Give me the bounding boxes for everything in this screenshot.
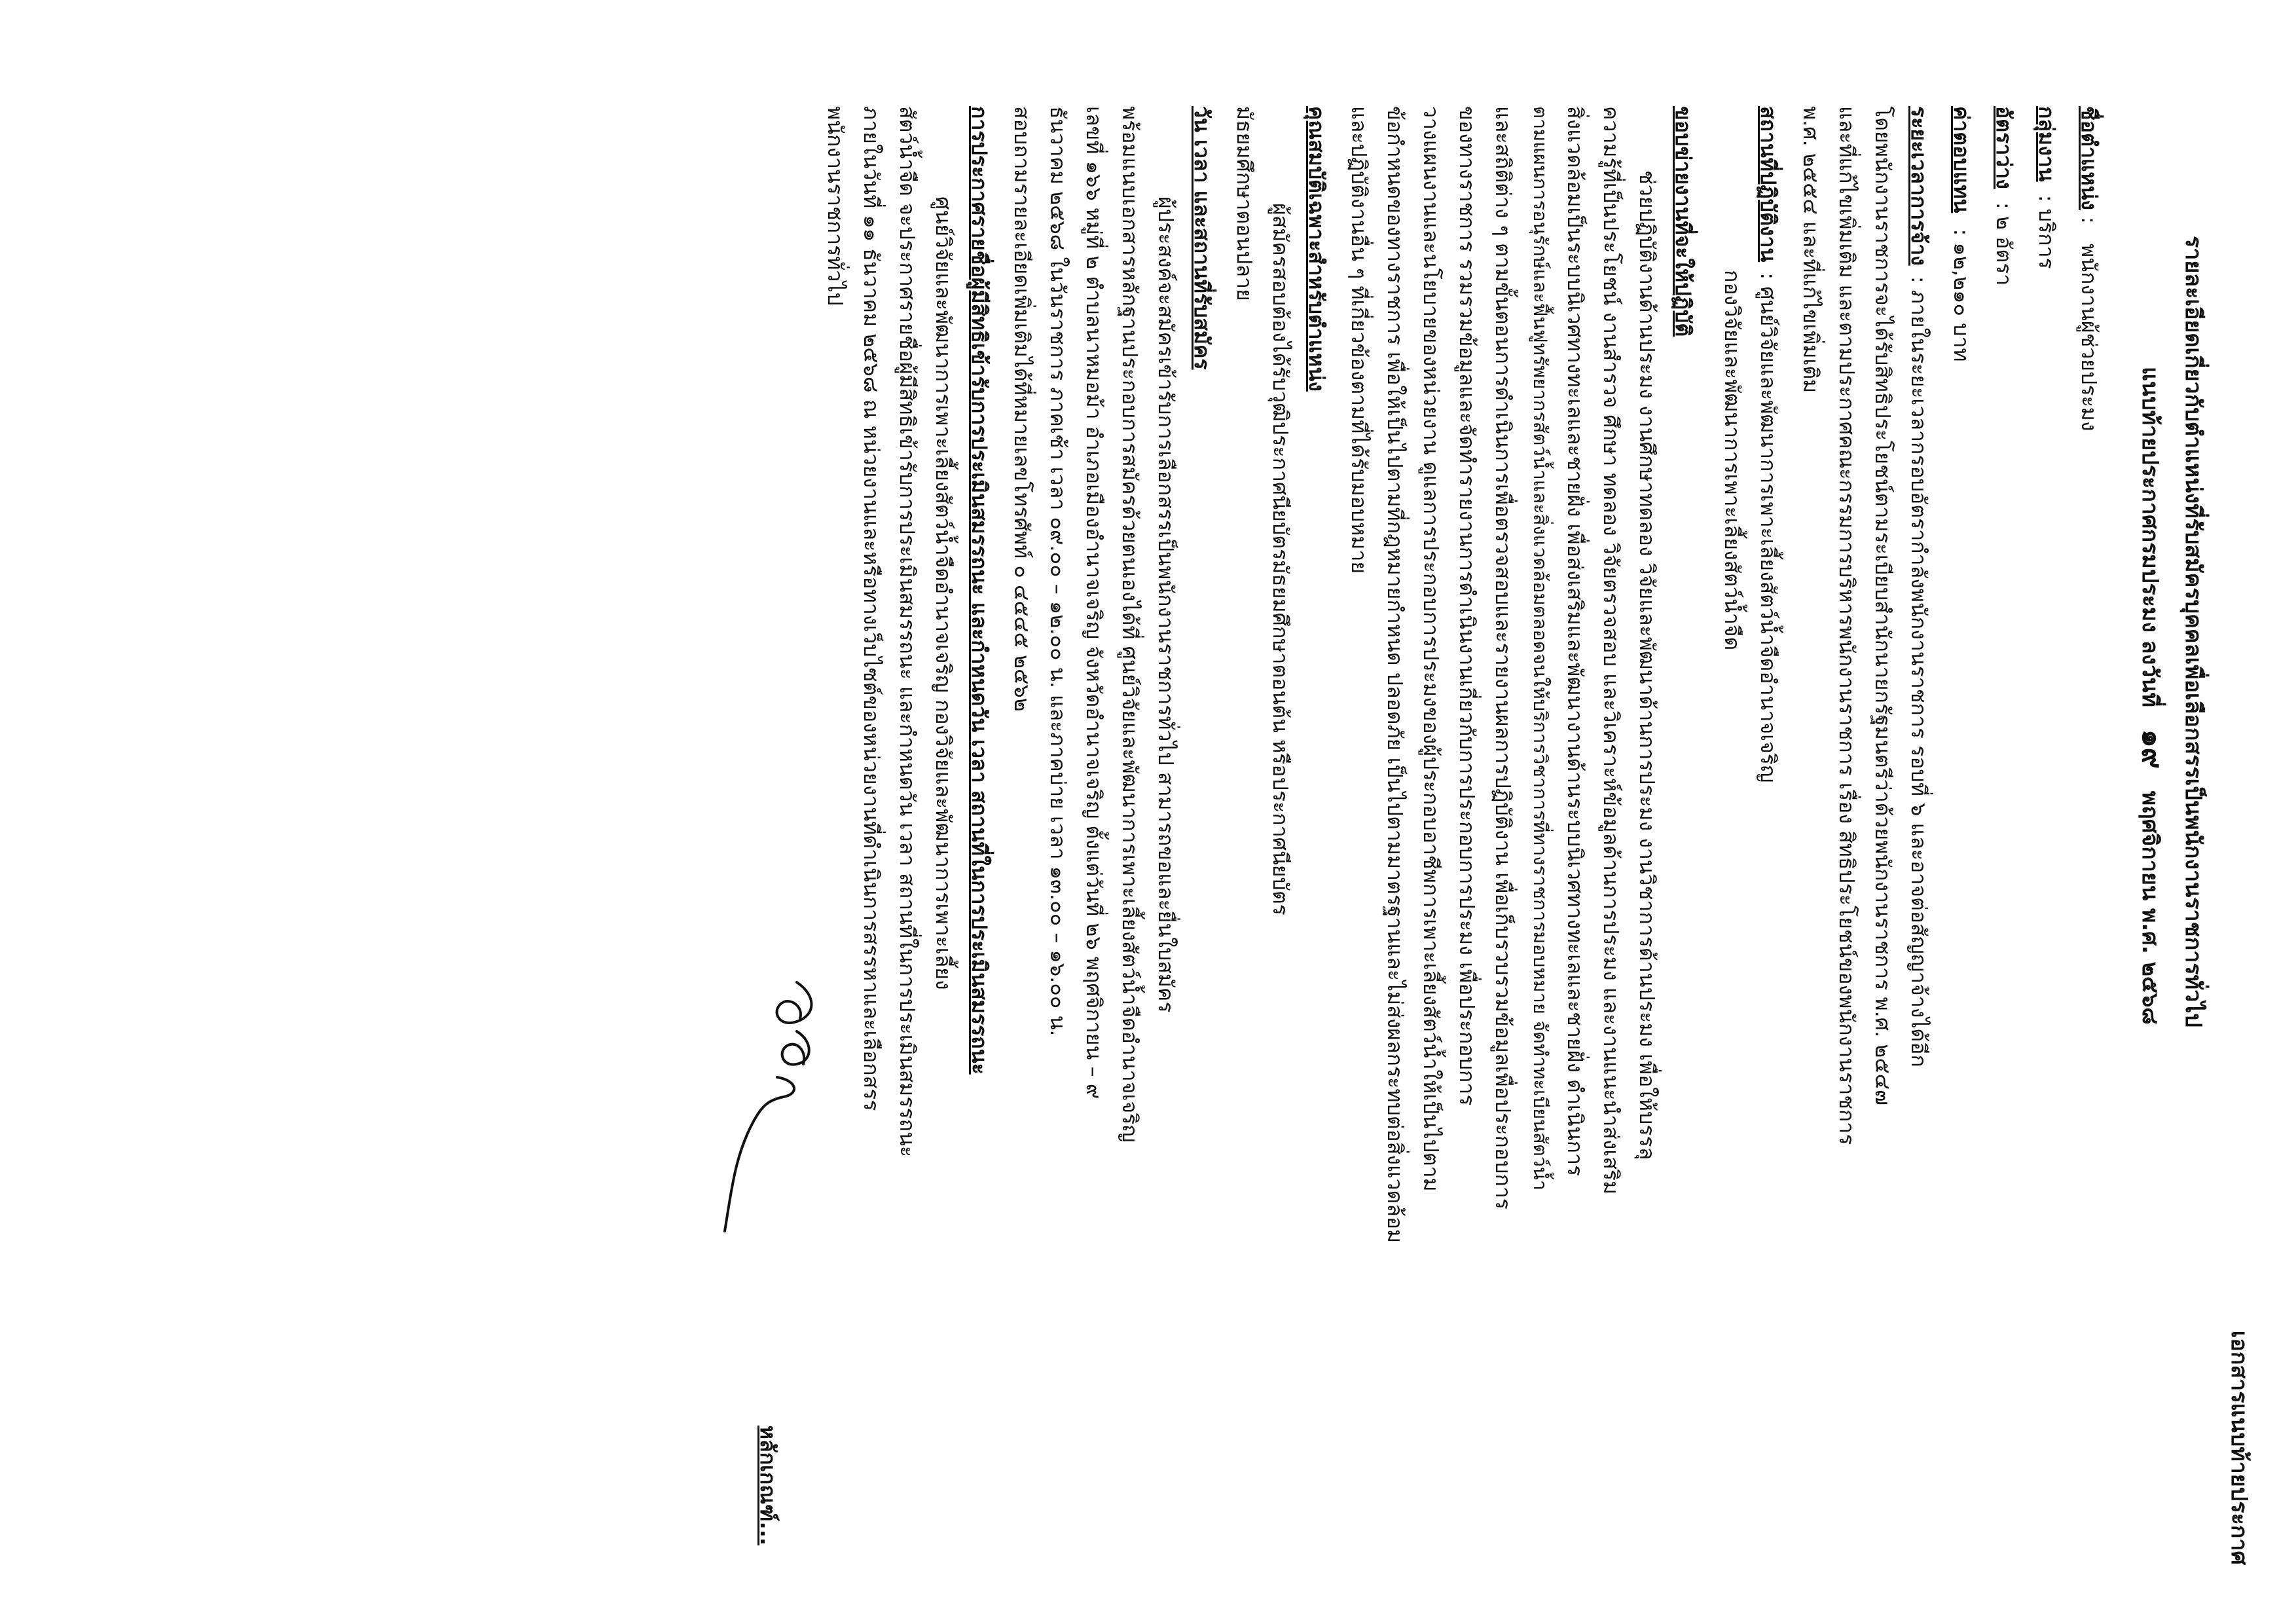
document-title-line1: รายละเอียดเกี่ยวกับตำแหน่งที่รับสมัครบุคคลเพื่อเลือกสรรเป็นพนักงานราชการทั่วไป [2180, 236, 2206, 1027]
application-line-1: ผู้ประสงค์จะสมัครเข้ารับการเลือกสรรเป็นพนักงานราชการทั่วไป สามารถขอและยื่นใบสมัคร [1154, 196, 1178, 1013]
duties-line-5: และสถิติต่าง ๆ ตามขั้นตอนการดำเนินการเพื่อตรวจสอบและรายงานผลการปฏิบัติงาน เพื่อเก็บรวบรวมข้อมูลเพื่อประกอบการ [1491, 106, 1516, 1209]
duties-line-1: ช่วยปฏิบัติงานด้านประมง งานศึกษาทดลอง วิจัยและพัฒนาด้านการประมง งานวิชาการด้านประมง เพื่อให้บรรลุ [1635, 170, 1660, 1160]
duties-line-3: สิ่งแวดล้อมเป็นระบบนิเวศทางทะเลและชายฝั่ง เพื่อส่งเสริมและพัฒนางานด้านระบบนิเวศทางทะเลและชายฝั่ง ดำเนินการ [1563, 106, 1588, 1177]
vacancy-label: อัตราว่าง [1992, 106, 2016, 189]
group-label: กลุ่มงาน [2034, 106, 2059, 182]
application-line-4: ธันวาคม ๒๕๖๘ ในวันราชการ ภาคเช้า เวลา ๐๙.๐๐ – ๑๒.๐๐ น. และภาคบ่าย เวลา ๑๓.๐๐ – ๑๖.๐๐ น. [1046, 106, 1070, 1037]
duties-line-8: ข้อกำหนดของทางราชการ เพื่อให้เป็นไปตามที่กฎหมายกำหนด ปลอดภัย เป็นไปตามมาตรฐานและไม่ส่งผลกระทบต่อสิ่งแวดล้อม [1383, 106, 1408, 1244]
document-title-line2 [2136, 367, 2169, 1025]
position-sep: : [2077, 210, 2102, 231]
workplace-division: กองวิจัยและพัฒนาการเพาะเลี้ยงสัตว์น้ำจืด [1720, 270, 1745, 651]
duties-heading: ขอบข่ายงานที่จะให้ปฏิบัติ [1671, 106, 1696, 337]
group-row [2036, 106, 2057, 269]
qualification-line-2: มัธยมศึกษาตอนปลาย [1232, 106, 1257, 301]
workplace-label: สถานที่ปฏิบัติงาน [1756, 106, 1781, 263]
qualification-heading: คุณสมบัติเฉพาะสำหรับตำแหน่ง [1304, 106, 1329, 392]
document-label: เอกสารแนบท้ายประกาศ [2226, 1330, 2252, 1565]
group-value: : บริการ [2034, 194, 2059, 269]
salary-label: ค่าตอบแทน [1949, 106, 1974, 213]
workplace-row [1758, 106, 1779, 783]
announcement-heading: การประกาศรายชื่อผู้มีสิทธิเข้ารับการประเมินสมรรถนะ และกำหนดวัน เวลา สถานที่ในการประเมินสมรรถนะ [967, 106, 992, 1075]
continued-note: หลักเกณฑ์... [756, 1425, 780, 1545]
workplace-value: : ศูนย์วิจัยและพัฒนาการเพาะเลี้ยงสัตว์น้ำจืดอำนาจเจริญ [1756, 272, 1781, 783]
announcement-line-1: ศูนย์วิจัยและพัฒนาการเพาะเลี้ยงสัตว์น้ำจืดอำนาจเจริญ กองวิจัยและพัฒนาการเพาะเลี้ยง [931, 196, 956, 990]
position-row [2079, 106, 2100, 431]
handwritten-signature-icon [718, 969, 823, 1244]
announcement-line-4: พนักงานราชการทั่วไป [823, 106, 848, 306]
title-month-year: พฤศจิกายน พ.ศ. ๒๕๖๘ [2137, 790, 2163, 1025]
salary-value: : ๑๒,๒๑๐ บาท [1949, 229, 1974, 362]
term-line-1 [1908, 106, 1929, 1067]
application-line-5: สอบถามรายละเอียดเพิ่มเติมได้ที่หมายเลขโทรศัพท์ ๐ ๔๕๔๕ ๒๕๖๒ [1010, 106, 1034, 712]
title-day: ๑๙ [2136, 729, 2169, 769]
position-value: พนักงานผู้ช่วยประมง [2077, 244, 2102, 432]
qualification-line-1: ผู้สมัครสอบต้องได้รับวุฒิประกาศนียบัตรมัธยมศึกษาตอนต้น หรือประกาศนียบัตร [1268, 203, 1293, 915]
term-line-3: และที่แก้ไขเพิ่มเติม และตามประกาศคณะกรรมการบริหารพนักงานราชการ เรื่อง สิทธิประโยชน์ของพนักงานราชการ [1834, 106, 1859, 1145]
announcement-line-2: สัตว์น้ำจืด จะประกาศรายชื่อผู้มีสิทธิเข้ารับการประเมินสมรรถนะ และกำหนดวัน เวลา สถานที่ในการประเมินสมรรถนะ [895, 106, 920, 1158]
term-label: ระยะเวลาการจ้าง [1906, 106, 1931, 266]
position-label: ชื่อตำแหน่ง [2077, 106, 2102, 210]
title-prefix: แนบท้ายประกาศกรมประมง ลงวันที่ [2137, 367, 2163, 707]
duties-line-2: ความรู้ที่เป็นประโยชน์ งานสำรวจ ศึกษา ทดลอง วิจัยตรวจสอบ และวิเคราะห์ข้อมูลด้านการประมง และงานแนะนำส่งเสริม [1599, 106, 1624, 1195]
salary-row [1951, 106, 1972, 361]
duties-line-9: และปฏิบัติงานอื่น ๆ ที่เกี่ยวข้องตามที่ได้รับมอบหมาย [1347, 106, 1372, 574]
announcement-line-3: ภายในวันที่ ๑๑ ธันวาคม ๒๕๖๘ ณ หน่วยงานและหรือทางเว็บไซต์ของหน่วยงานที่ดำเนินการสรรหาและเลือกสรร [859, 106, 884, 1111]
term-line-4: พ.ศ. ๒๕๕๔ และที่แก้ไขเพิ่มเติม [1798, 106, 1823, 394]
vacancy-value: : ๒ อัตรา [1992, 202, 2016, 286]
duties-line-6: ของทางราชการ รวมรวมข้อมูลและจัดทำรายงานการดำเนินงานเกี่ยวกับการประกอบการประมง เพื่อประกอบการ [1455, 106, 1480, 1106]
duties-line-4: ตามแผนการอนุรักษ์และฟื้นฟูทรัพยากรสัตว์น้ำและสิ่งแวดล้อมตลอดจนให้บริการวิชาการที่ทางราชการมอบหมาย จัดทำทะเบียนสัตว์น้ำ [1529, 106, 1552, 1191]
application-heading: วัน เวลา และสถานที่รับสมัคร [1190, 106, 1214, 370]
term-line-2: โดยพนักงานราชการจะได้รับสิทธิประโยชน์ตามระเบียบสำนักนายกรัฐมนตรีว่าด้วยพนักงานราชการ พ.ศ. ๒๕๔๗ [1870, 106, 1895, 1105]
application-line-3: เลขที่ ๑๖๖ หมู่ที่ ๒ ตำบลนาหมอม้า อำเภอเมืองอำนาจเจริญ จังหวัดอำนาจเจริญ ตั้งแต่วันที่ ๒๖ พฤศจิกายน – ๙ [1082, 106, 1106, 1099]
term-text: : ภายในระยะเวลากรอบอัตรากำลังพนักงานราชการ รอบที่ ๖ และอาจต่อสัญญาจ้างได้อีก [1906, 276, 1931, 1067]
application-line-2: พร้อมแนบเอกสารหลักฐานประกอบการสมัครด้วยตนเองได้ที่ ศูนย์วิจัยและพัฒนาการเพาะเลี้ยงสัตว์น้ำจืดอำนาจเจริญ [1118, 106, 1142, 1143]
duties-line-7: วางแผนงานและนโยบายของหน่วยงาน ดูแลการประกอบการประมงของผู้ประกอบอาชีพการเพาะเลี้ยงสัตว์น้ำให้เป็นไปตาม [1419, 106, 1444, 1192]
vacancy-row [1994, 106, 2014, 286]
